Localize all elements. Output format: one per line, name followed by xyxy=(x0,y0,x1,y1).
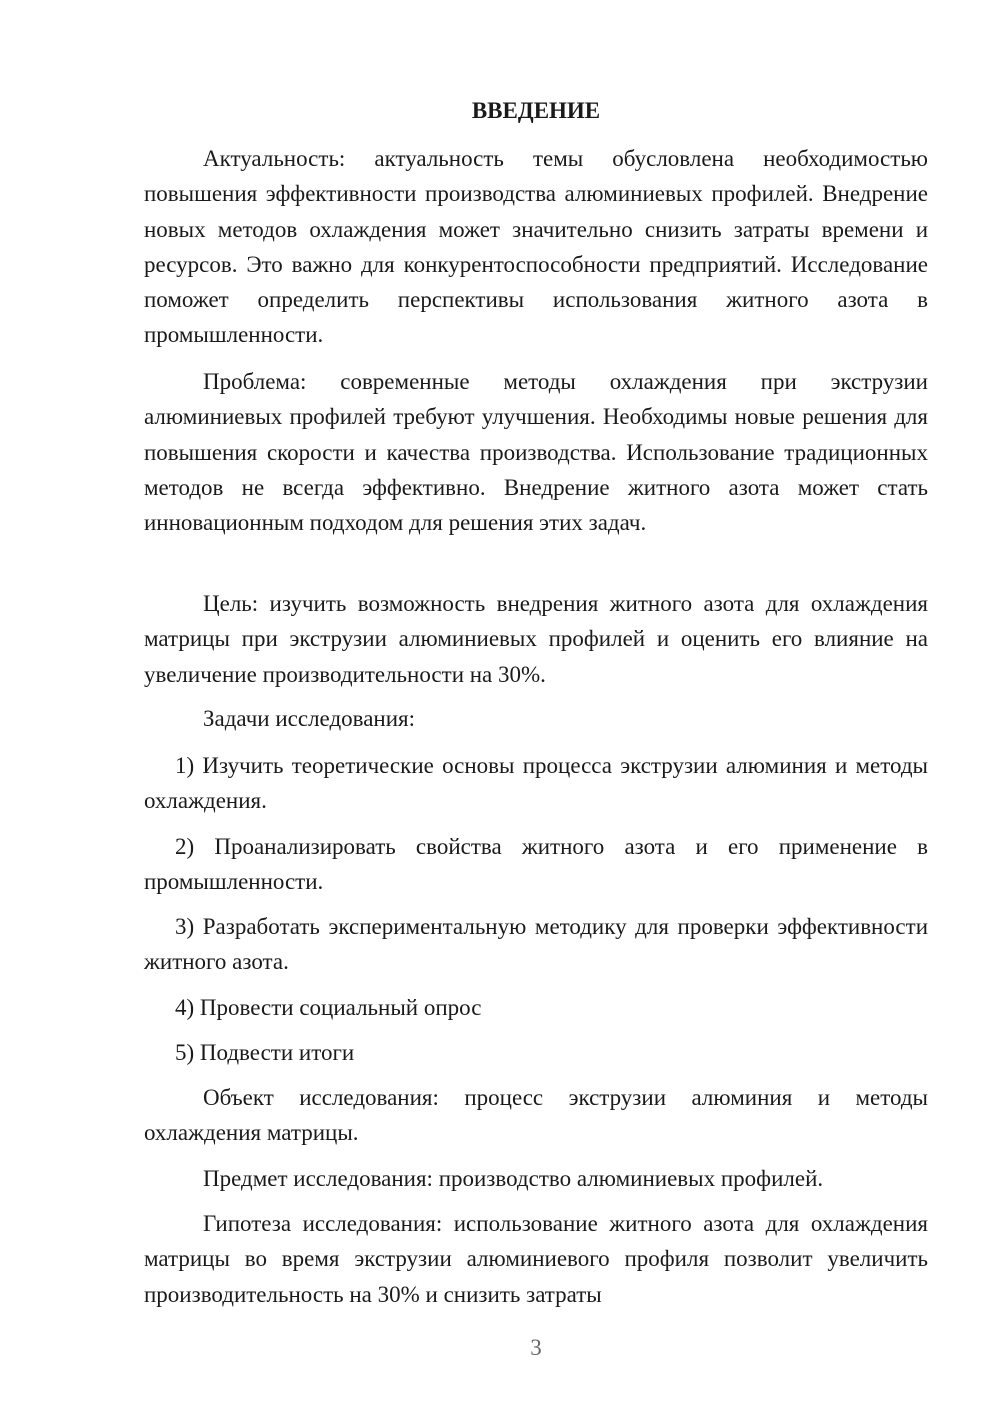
section-heading: ВВЕДЕНИЕ xyxy=(471,98,601,123)
paragraph-hypothesis: Гипотеза исследования: использование житного азота для охлаждения матрицы во время экструзии алюминиевого профиля позволит увеличить производительность на 30% и снизить затраты xyxy=(144,1211,928,1307)
page-number: 3 xyxy=(530,1335,542,1360)
list-item-task-4: 4) Провести социальный опрос xyxy=(175,995,482,1020)
paragraph-goal: Цель: изучить возможность внедрения житного азота для охлаждения матрицы при экструзии алюминиевых профилей и оценить его влияние на увеличение производительности на 30%. xyxy=(144,591,928,687)
paragraph-tasks-heading: Задачи исследования: xyxy=(203,706,416,731)
list-item-task-2: 2) Проанализировать свойства житного азота и его применение в промышленности. xyxy=(144,834,928,895)
paragraph-object: Объект исследования: процесс экструзии алюминия и методы охлаждения матрицы. xyxy=(144,1085,928,1146)
paragraph-subject: Предмет исследования: производство алюминиевых профилей. xyxy=(203,1166,824,1191)
list-item-task-1: 1) Изучить теоретические основы процесса экструзии алюминия и методы охлаждения. xyxy=(144,753,928,814)
list-item-task-3: 3) Разработать экспериментальную методику для проверки эффективности житного азота. xyxy=(144,914,928,975)
paragraph-relevance: Актуальность: актуальность темы обусловлена необходимостью повышения эффективности производства алюминиевых профилей. Внедрение новых методов охлаждения может значительно снизить затраты времени и ресурсов. Это важно для конкурентоспособности предприятий. Исследование поможет определить перспективы использования житного азота в промышленности. xyxy=(144,146,928,348)
paragraph-problem: Проблема: современные методы охлаждения при экструзии алюминиевых профилей требуют улучшения. Необходимы новые решения для повышения скорости и качества производства. Использование традиционных методов не всегда эффективно. Внедрение житного азота может стать инновационным подходом для решения этих задач. xyxy=(144,369,928,536)
list-item-task-5: 5) Подвести итоги xyxy=(175,1040,355,1065)
